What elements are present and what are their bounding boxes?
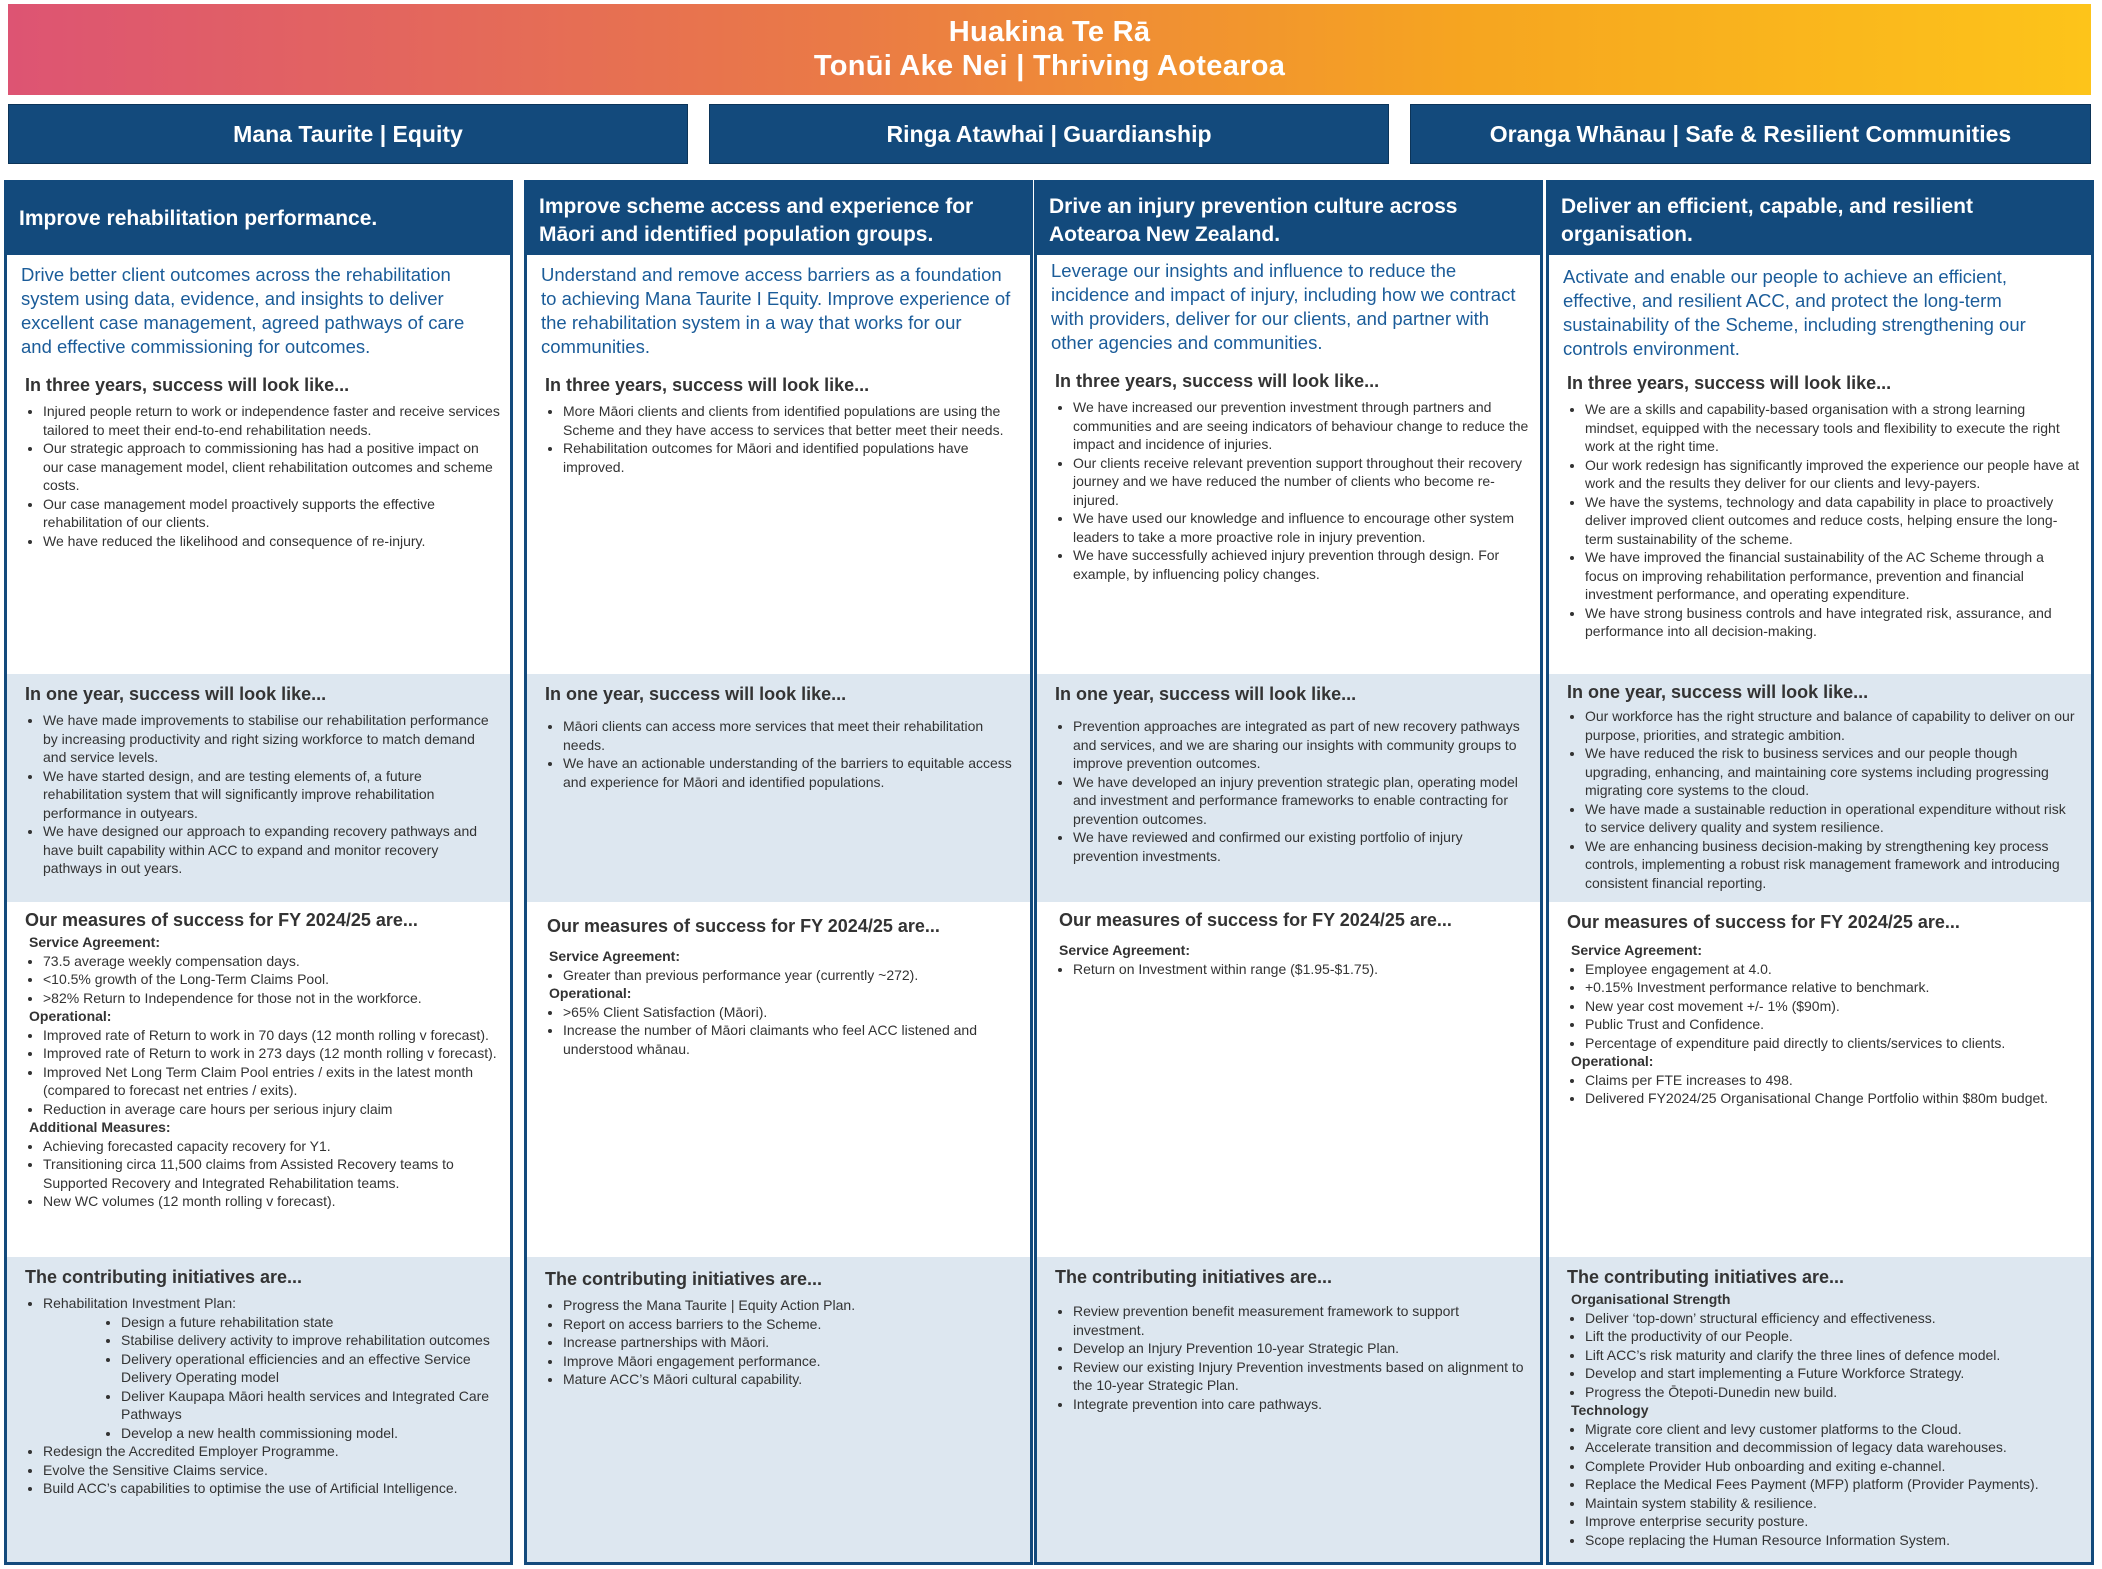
one-year-title: In one year, success will look like...	[1055, 684, 1357, 704]
banner-title: Huakina Te Rā	[948, 16, 1151, 48]
one-year-title: In one year, success will look like...	[545, 684, 847, 704]
measures-list	[21, 1026, 500, 1119]
list-item: • Report on access barriers to the Scheme.	[563, 1315, 1020, 1334]
one-year-title: In one year, success will look like...	[1567, 682, 1869, 702]
list-item: • Delivered FY2024/25 Organisational Change Portfolio within $80m budget.	[1585, 1089, 2081, 1108]
list-item: • Develop an Injury Prevention 10-year Strategic Plan.	[1073, 1339, 1530, 1358]
list-item: • Improve enterprise security posture.	[1585, 1512, 2081, 1531]
list-item: • Improved Net Long Term Claim Pool entries / exits in the latest month (compared to forecast net entries / exits).	[43, 1063, 500, 1100]
list-item: • Migrate core client and levy customer platforms to the Cloud.	[1585, 1420, 2081, 1439]
list-item: • New year cost movement +/- 1% ($90m).	[1585, 997, 2081, 1016]
measures-list	[1563, 960, 2081, 1053]
list-item: • Increase the number of Māori claimants who feel ACC listened and understood whānau.	[563, 1021, 1020, 1058]
initiatives-section	[1037, 1257, 1540, 1565]
list-item: • Transitioning circa 11,500 claims from Assisted Recovery teams to Supported Recovery and Integrated Rehabilitation teams.	[43, 1155, 500, 1192]
list-item: • Deliver Kaupapa Māori health services and Integrated Care Pathways	[121, 1387, 500, 1424]
list-item: • We have reviewed and confirmed our existing portfolio of injury prevention investments.	[1073, 828, 1530, 865]
initiatives-list	[1563, 1309, 2081, 1402]
initiatives-section	[7, 1257, 510, 1565]
banner-subtitle: Tonūi Ake Nei | Thriving Aotearoa	[813, 50, 1286, 82]
list-item: • Integrate prevention into care pathways.	[1073, 1395, 1530, 1414]
measures-section	[1549, 904, 2091, 1257]
list-item: • Achieving forecasted capacity recovery for Y1.	[43, 1137, 500, 1156]
measures-subheading: Operational:	[1571, 1053, 1654, 1069]
one-year-list	[1051, 717, 1530, 865]
list-item: • We have developed an injury prevention strategic plan, operating model and investment and performance frameworks to enable contracting for prevention outcomes.	[1073, 773, 1530, 829]
list-item: • Claims per FTE increases to 498.	[1585, 1071, 2081, 1090]
list-item: • Return on Investment within range ($1.95-$1.75).	[1073, 960, 1530, 979]
list-item: • Build ACC’s capabilities to optimise the use of Artificial Intelligence.	[43, 1479, 500, 1498]
list-item: • >65% Client Satisfaction (Māori).	[563, 1003, 1020, 1022]
initiatives-subheading: Organisational Strength	[1571, 1291, 1731, 1307]
measures-subheading: Operational:	[549, 985, 632, 1001]
list-item: • We have successfully achieved injury prevention through design. For example, by influencing policy changes.	[1073, 546, 1530, 583]
measures-list	[21, 1137, 500, 1211]
column-rehabilitation	[4, 180, 513, 1565]
list-item: • Maintain system stability & resilience.	[1585, 1494, 2081, 1513]
initiatives-title: The contributing initiatives are...	[25, 1267, 303, 1287]
title-banner	[8, 4, 2091, 95]
list-item: • We have used our knowledge and influence to encourage other system leaders to take a more proactive role in injury prevention.	[1073, 509, 1530, 546]
one-year-list	[541, 717, 1020, 791]
list-item: • Greater than previous performance year (currently ~272).	[563, 966, 1020, 985]
measures-section	[7, 904, 510, 1257]
list-item: • We have reduced the risk to business services and our people though upgrading, enhancing, and maintaining core systems including progressing migrating core systems to the cloud.	[1585, 744, 2081, 800]
list-item: • Replace the Medical Fees Payment (MFP) platform (Provider Payments).	[1585, 1475, 2081, 1494]
list-item: • Our workforce has the right structure and balance of capability to deliver on our purpose, priorities, and strategic ambition.	[1585, 707, 2081, 744]
list-item: • More Māori clients and clients from identified populations are using the Scheme and they have access to services that better meet their needs.	[563, 402, 1020, 439]
measures-title: Our measures of success for FY 2024/25 are...	[547, 916, 940, 936]
initiatives-list	[541, 1296, 1020, 1389]
column-heading: Deliver an efficient, capable, and resilient organisation.	[1549, 183, 2091, 255]
column-prevention	[1034, 180, 1543, 1565]
measures-section	[527, 904, 1030, 1257]
list-item: • Increase partnerships with Māori.	[563, 1333, 1020, 1352]
one-year-section	[1549, 674, 2091, 902]
initiatives-list	[21, 1442, 500, 1498]
three-year-list	[1051, 398, 1530, 583]
measures-list	[541, 1003, 1020, 1059]
list-item: • Improved rate of Return to work in 273 days (12 month rolling v forecast).	[43, 1044, 500, 1063]
list-item: • Mature ACC’s Māori cultural capability.	[563, 1370, 1020, 1389]
three-year-title: In three years, success will look like...	[545, 375, 870, 395]
initiatives-section	[1549, 1257, 2091, 1565]
column-heading: Improve rehabilitation performance.	[7, 183, 510, 255]
measures-list	[1051, 960, 1530, 979]
list-item: • Develop and start implementing a Future Workforce Strategy.	[1585, 1364, 2081, 1383]
one-year-section	[1037, 674, 1540, 902]
measures-title: Our measures of success for FY 2024/25 are...	[1059, 910, 1452, 930]
initiatives-list	[1563, 1420, 2081, 1550]
measures-subheading: Service Agreement:	[29, 934, 160, 950]
initiatives-list	[21, 1294, 500, 1313]
one-year-title: In one year, success will look like...	[25, 684, 327, 704]
one-year-list	[1563, 707, 2081, 892]
column-lead: Drive better client outcomes across the rehabilitation system using data, evidence, and insights to deliver excellent case management, agreed pathways of care and effective commissioning for outcomes.	[21, 264, 465, 357]
list-item: • Progress the Mana Taurite | Equity Action Plan.	[563, 1296, 1020, 1315]
list-item: • Delivery operational efficiencies and an effective Service Delivery Operating model	[121, 1350, 500, 1387]
list-item: • We have an actionable understanding of the barriers to equitable access and experience for Māori and identified populations.	[563, 754, 1020, 791]
list-item: • Employee engagement at 4.0.	[1585, 960, 2081, 979]
column-access	[524, 180, 1033, 1565]
measures-title: Our measures of success for FY 2024/25 are...	[25, 910, 418, 930]
list-item: • New WC volumes (12 month rolling v forecast).	[43, 1192, 500, 1211]
three-year-title: In three years, success will look like...	[1055, 371, 1380, 391]
measures-list	[541, 966, 1020, 985]
list-item: • Our case management model proactively supports the effective rehabilitation of our clients.	[43, 495, 500, 532]
list-item: • Rehabilitation Investment Plan:	[43, 1294, 500, 1313]
list-item: • <10.5% growth of the Long-Term Claims Pool.	[43, 970, 500, 989]
list-item: • Our clients receive relevant prevention support throughout their recovery journey and we have reduced the number of clients who become re-injured.	[1073, 454, 1530, 510]
list-item: • Injured people return to work or independence faster and receive services tailored to meet their end-to-end rehabilitation needs.	[43, 402, 500, 439]
pillar-communities: Oranga Whānau | Safe & Resilient Communities	[1410, 104, 2091, 164]
column-heading: Drive an injury prevention culture across Aotearoa New Zealand.	[1037, 183, 1540, 255]
measures-list	[21, 952, 500, 1008]
list-item: • We have improved the financial sustainability of the AC Scheme through a focus on improving rehabilitation performance, prevention and financial investment performance, and operating expenditure.	[1585, 548, 2081, 604]
initiatives-subheading: Technology	[1571, 1402, 1649, 1418]
column-organisation	[1546, 180, 2094, 1565]
measures-subheading: Additional Measures:	[29, 1119, 171, 1135]
list-item: • Scope replacing the Human Resource Information System.	[1585, 1531, 2081, 1550]
measures-subheading: Service Agreement:	[1571, 942, 1702, 958]
column-lead: Understand and remove access barriers as a foundation to achieving Mana Taurite I Equity. Improve experience of the rehabilitation system in a way that works for our communities.	[541, 264, 1011, 357]
measures-subheading: Service Agreement:	[549, 948, 680, 964]
list-item: • Lift ACC’s risk maturity and clarify the three lines of defence model.	[1585, 1346, 2081, 1365]
list-item: • Stabilise delivery activity to improve rehabilitation outcomes	[121, 1331, 500, 1350]
list-item: • Lift the productivity of our People.	[1585, 1327, 2081, 1346]
one-year-section	[7, 674, 510, 902]
list-item: • We have strong business controls and have integrated risk, assurance, and performance into all decision-making.	[1585, 604, 2081, 641]
list-item: • Improved rate of Return to work in 70 days (12 month rolling v forecast).	[43, 1026, 500, 1045]
list-item: • We have the systems, technology and data capability in place to proactively deliver improved client outcomes and reduce costs, helping ensure the long-term sustainability of the scheme.	[1585, 493, 2081, 549]
list-item: • Review our existing Injury Prevention investments based on alignment to the 10-year Strategic Plan.	[1073, 1358, 1530, 1395]
list-item: • We have increased our prevention investment through partners and communities and are seeing indicators of behaviour change to reduce the impact and incidence of injuries.	[1073, 398, 1530, 454]
list-item: • Evolve the Sensitive Claims service.	[43, 1461, 500, 1480]
list-item: • We have reduced the likelihood and consequence of re-injury.	[43, 532, 500, 551]
three-year-title: In three years, success will look like...	[25, 375, 350, 395]
list-item: • Rehabilitation outcomes for Māori and identified populations have improved.	[563, 439, 1020, 476]
three-year-title: In three years, success will look like...	[1567, 373, 1892, 393]
list-item: • Prevention approaches are integrated as part of new recovery pathways and services, and we are sharing our insights with community groups to improve prevention outcomes.	[1073, 717, 1530, 773]
initiatives-section	[527, 1257, 1030, 1565]
column-heading: Improve scheme access and experience for Māori and identified population groups.	[527, 183, 1030, 255]
pillar-guardianship: Ringa Atawhai | Guardianship	[709, 104, 1389, 164]
list-item: • We have started design, and are testing elements of, a future rehabilitation system that will significantly improve rehabilitation performance in outyears.	[43, 767, 500, 823]
initiatives-list	[1051, 1302, 1530, 1413]
initiatives-title: The contributing initiatives are...	[545, 1269, 823, 1289]
list-item: • Percentage of expenditure paid directly to clients/services to clients.	[1585, 1034, 2081, 1053]
list-item: • Design a future rehabilitation state	[121, 1313, 500, 1332]
list-item: • We have made improvements to stabilise our rehabilitation performance by increasing productivity and right sizing workforce to match demand and service levels.	[43, 711, 500, 767]
list-item: • Progress the Ōtepoti-Dunedin new build.	[1585, 1383, 2081, 1402]
list-item: • +0.15% Investment performance relative to benchmark.	[1585, 978, 2081, 997]
list-item: • Public Trust and Confidence.	[1585, 1015, 2081, 1034]
three-year-list	[1563, 400, 2081, 641]
measures-subheading: Service Agreement:	[1059, 942, 1190, 958]
list-item: • Review prevention benefit measurement framework to support investment.	[1073, 1302, 1530, 1339]
measures-list	[1563, 1071, 2081, 1108]
list-item: • Complete Provider Hub onboarding and exiting e-channel.	[1585, 1457, 2081, 1476]
list-item: • Accelerate transition and decommission of legacy data warehouses.	[1585, 1438, 2081, 1457]
list-item: • Māori clients can access more services that meet their rehabilitation needs.	[563, 717, 1020, 754]
list-item: • We are a skills and capability-based organisation with a strong learning mindset, equipped with the necessary tools and flexibility to execute the right work at the right time.	[1585, 400, 2081, 456]
column-lead: Leverage our insights and influence to reduce the incidence and impact of injury, including how we contract with providers, deliver for our clients, and partner with other agencies and communities.	[1051, 260, 1516, 353]
measures-title: Our measures of success for FY 2024/25 are...	[1567, 912, 1960, 932]
list-item: • Deliver ‘top-down’ structural efficiency and effectiveness.	[1585, 1309, 2081, 1328]
three-year-list	[21, 402, 500, 550]
one-year-section	[527, 674, 1030, 902]
list-item: • >82% Return to Independence for those not in the workforce.	[43, 989, 500, 1008]
list-item: • Develop a new health commissioning model.	[121, 1424, 500, 1443]
initiatives-title: The contributing initiatives are...	[1567, 1267, 1845, 1287]
initiatives-sublist	[21, 1313, 500, 1443]
three-year-list	[541, 402, 1020, 476]
list-item: • We have made a sustainable reduction in operational expenditure without risk to service delivery quality and system resilience.	[1585, 800, 2081, 837]
list-item: • Reduction in average care hours per serious injury claim	[43, 1100, 500, 1119]
list-item: • Our work redesign has significantly improved the experience our people have at work and the results they deliver for our clients and levy-payers.	[1585, 456, 2081, 493]
list-item: • 73.5 average weekly compensation days.	[43, 952, 500, 971]
list-item: • We are enhancing business decision-making by strengthening key process controls, implementing a robust risk management framework and introducing consistent financial reporting.	[1585, 837, 2081, 893]
one-year-list	[21, 711, 500, 878]
initiatives-title: The contributing initiatives are...	[1055, 1267, 1333, 1287]
measures-section	[1037, 904, 1540, 1257]
pillar-equity: Mana Taurite | Equity	[8, 104, 688, 164]
measures-subheading: Operational:	[29, 1008, 112, 1024]
list-item: • Our strategic approach to commissioning has had a positive impact on our case management model, client rehabilitation outcomes and scheme costs.	[43, 439, 500, 495]
column-lead: Activate and enable our people to achieve an efficient, effective, and resilient ACC, and protect the long-term sustainability of the Scheme, including strengthening our controls environment.	[1563, 266, 2026, 359]
list-item: • We have designed our approach to expanding recovery pathways and have built capability within ACC to expand and monitor recovery pathways in out years.	[43, 822, 500, 878]
list-item: • Redesign the Accredited Employer Programme.	[43, 1442, 500, 1461]
list-item: • Improve Māori engagement performance.	[563, 1352, 1020, 1371]
